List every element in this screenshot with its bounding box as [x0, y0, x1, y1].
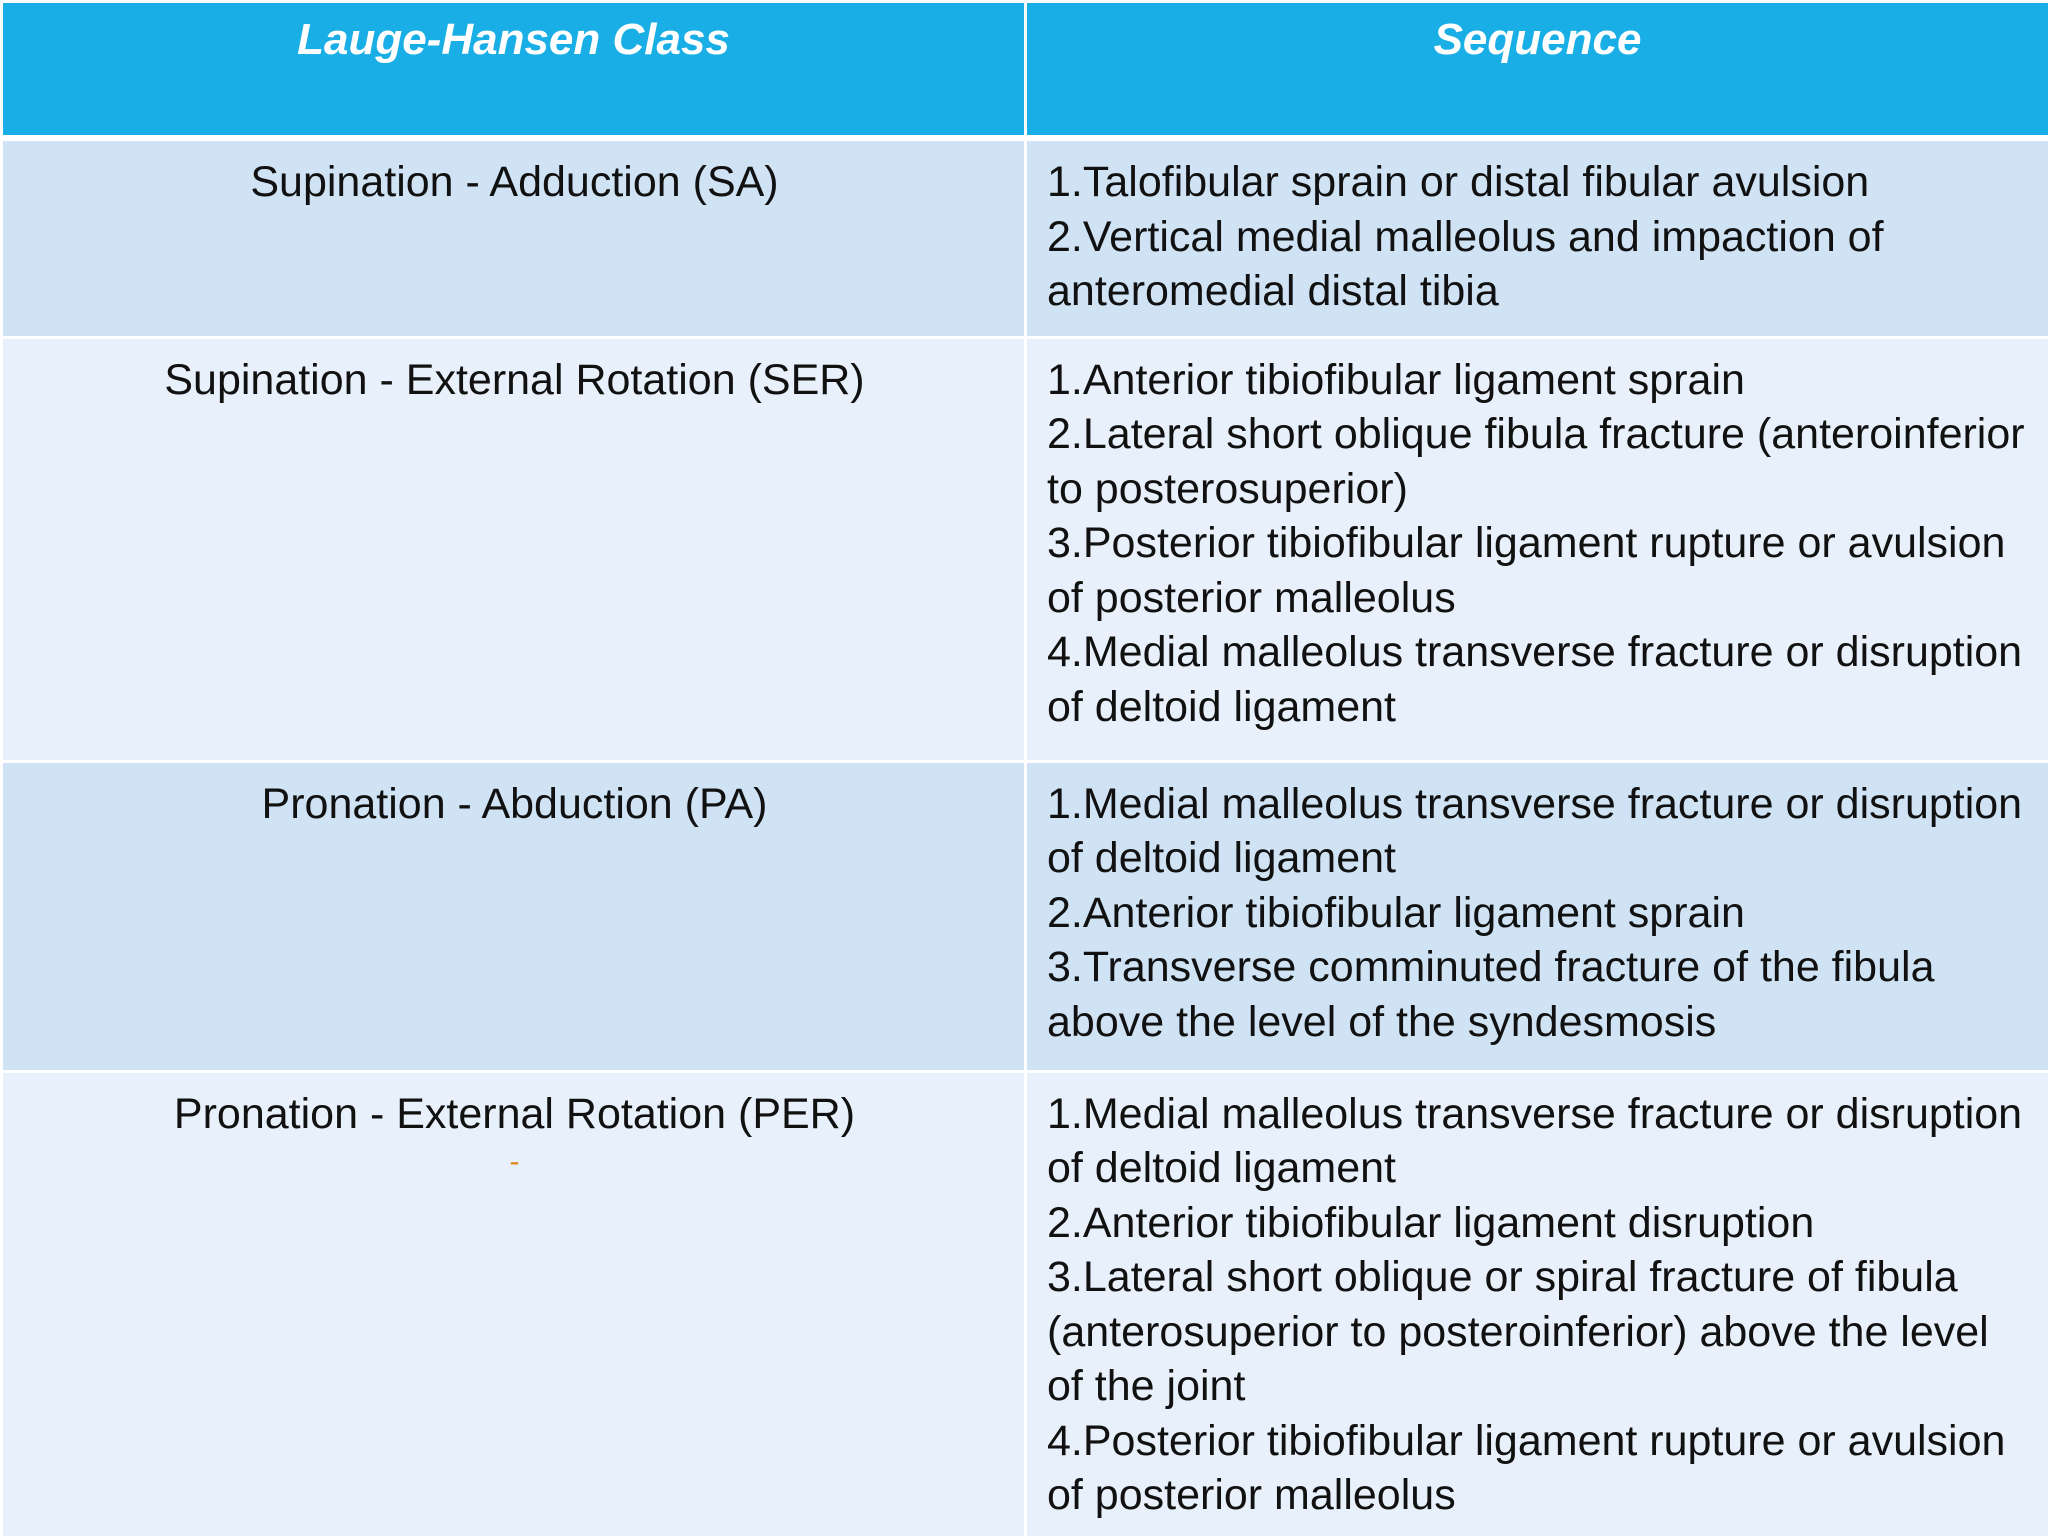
- sequence-step: 3.Posterior tibiofibular ligament rupture or avulsion of posterior malleolus: [1047, 519, 2006, 622]
- table-header-row: [2, 2, 2048, 139]
- orange-mark: -: [509, 1145, 520, 1178]
- table-row: [2, 1071, 2048, 1536]
- sequence-step: 2.Vertical medial malleolus and impaction of anteromedial distal tibia: [1047, 212, 1884, 315]
- sequence-cell: [1026, 138, 2048, 337]
- sequence-step: 3.Lateral short oblique or spiral fracture of fibula (anterosuperior to posteroinferior) above the level of the joint: [1047, 1253, 1989, 1410]
- sequence-step: 1.Medial malleolus transverse fracture or disruption of deltoid ligament: [1047, 779, 2023, 882]
- sequence-cell: [1026, 337, 2048, 761]
- header-sequence: Sequence: [1026, 2, 2048, 139]
- table-row: [2, 337, 2048, 761]
- class-cell: [2, 1071, 1026, 1536]
- class-label: Supination - Adduction (SA): [250, 158, 779, 206]
- sequence-step: 2.Anterior tibiofibular ligament sprain: [1047, 888, 1745, 937]
- sequence-step: 2.Lateral short oblique fibula fracture (anteroinferior to posterosuperior): [1047, 410, 2025, 513]
- sequence-cell: [1026, 761, 2048, 1071]
- class-label: Pronation - Abduction (PA): [261, 779, 768, 828]
- table-row: [2, 138, 2048, 337]
- class-cell: [2, 138, 1026, 337]
- sequence-step: 1.Talofibular sprain or distal fibular avulsion: [1047, 158, 1870, 206]
- table-row: [2, 761, 2048, 1071]
- header-class: Lauge-Hansen Class: [2, 2, 1026, 139]
- sequence-step: 4.Posterior tibiofibular ligament rupture or avulsion of posterior malleolus: [1047, 1416, 2006, 1519]
- class-label: Pronation - External Rotation (PER): [173, 1089, 856, 1138]
- sequence-step: 2.Anterior tibiofibular ligament disruption: [1047, 1198, 1815, 1247]
- sequence-cell: [1026, 1071, 2048, 1536]
- sequence-step: 4.Medial malleolus transverse fracture or disruption of deltoid ligament: [1047, 628, 2023, 731]
- sequence-step: 3.Transverse comminuted fracture of the fibula above the level of the syndesmosis: [1047, 943, 1935, 1046]
- class-cell: [2, 761, 1026, 1071]
- sequence-step: 1.Anterior tibiofibular ligament sprain: [1047, 355, 1745, 404]
- class-label: Supination - External Rotation (SER): [164, 355, 865, 404]
- sequence-step: 1.Medial malleolus transverse fracture or disruption of deltoid ligament: [1047, 1089, 2023, 1192]
- class-cell: [2, 337, 1026, 761]
